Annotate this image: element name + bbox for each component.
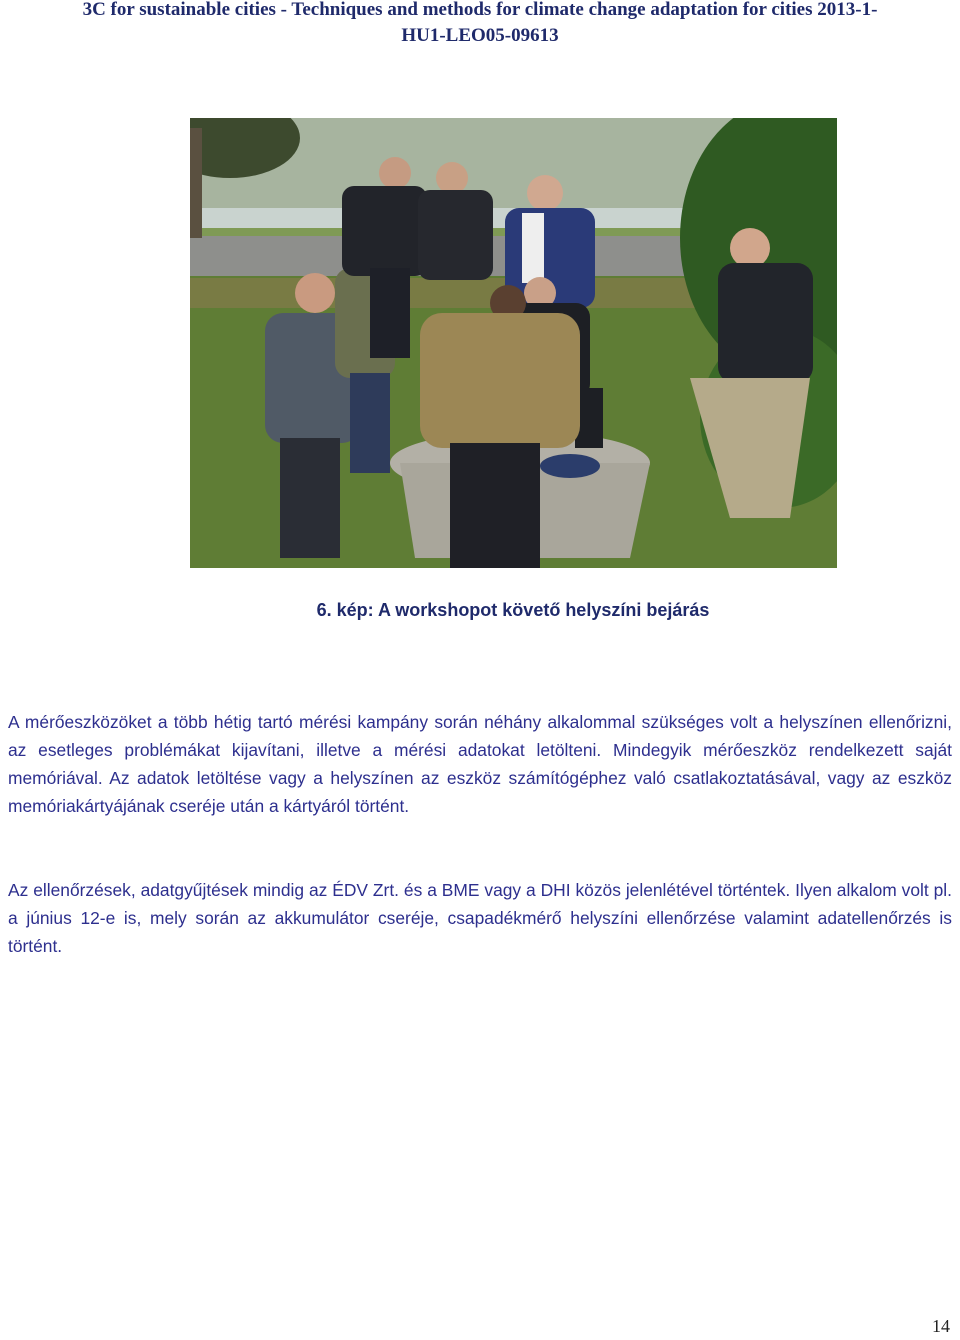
paragraph-2: Az ellenőrzések, adatgyűjtések mindig az ÉDV Zrt. és a BME vagy a DHI közös jelenlétével történtek. Ilyen alkalom volt pl. a június 12-e is, mely során az akkumulátor cseréje, csapadékmérő helyszíni ellenőrzése valamint adatellenőrzés is történt. — [8, 880, 952, 956]
paragraph-1: A mérőeszközöket a több hétig tartó mérési kampány során néhány alkalommal szükséges volt a helyszínen ellenőrizni, az esetleges problémákat kijavítani, illetve a mérési adatokat letölteni. Mindegyik mérőeszköz rendelkezett saját memóriával. Az adatok letöltése vagy a helyszínen az eszköz számítógéphez való csatlakoztatásával, vagy az eszköz memóriakártyájának cseréje után a kártyáról történt. — [8, 712, 952, 816]
header-title-line-2: HU1-LEO05-09613 — [401, 25, 559, 46]
tree-trunk — [190, 128, 202, 238]
page-number: 14 — [932, 1316, 950, 1336]
figure-caption: 6. kép: A workshopot követő helyszíni bejárás — [316, 600, 710, 620]
site-visit-photo — [190, 118, 837, 568]
site-visit-illustration — [190, 118, 837, 568]
well-opening — [540, 454, 600, 478]
header-title-line-1: 3C for sustainable cities - Techniques and methods for climate change adaptation for cities 2013-1- — [82, 0, 878, 20]
